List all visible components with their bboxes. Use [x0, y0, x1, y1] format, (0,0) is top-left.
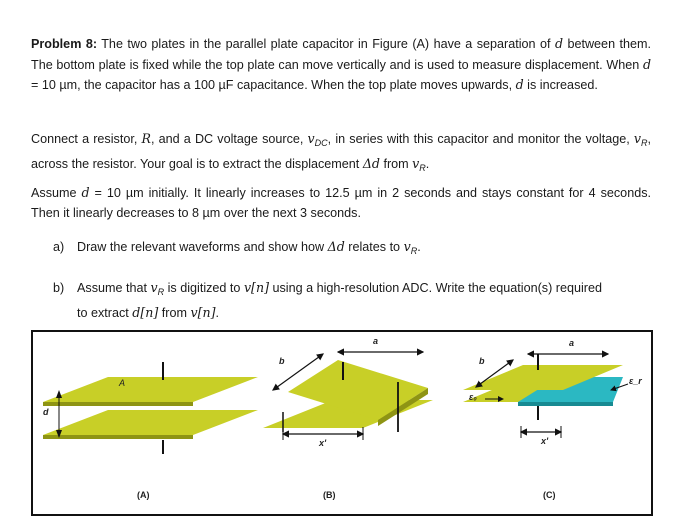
figure-a-area-label: A [119, 378, 126, 388]
figure-c-a-label: a [569, 338, 575, 348]
figure-a-bottom-plate [43, 410, 258, 439]
figure-c-eps0-label: ε₀ [469, 392, 477, 402]
problem-label: Problem 8: [31, 37, 98, 51]
capacitor-figure [31, 330, 653, 516]
figure-b-x-label: x' [319, 438, 327, 448]
figure-caption-a: (A) [137, 490, 150, 500]
figure-a-d-label: d [43, 407, 49, 417]
capacitor-figure-drawing [33, 332, 651, 514]
problem-assume-paragraph: Assume d = 10 µm initially. It linearly increases to 12.5 µm in 2 seconds and stays constant for 4 seconds. Then it linearly decreases to 8 µm over the next 3 seconds. [31, 185, 651, 220]
figure-c-epsr-label: ε_r [629, 376, 642, 386]
figure-c-b-label: b [479, 356, 485, 366]
problem-intro-paragraph: Problem 8: The two plates in the parallel plate capacitor in Figure (A) have a separation of d between them. The bottom plate is fixed while the top plate can move vertically and is used to measure displacement. When d = 10 µm, the capacitor has a 100 µF capacitance. When the top plate moves upwards, d is increased. [31, 36, 652, 93]
figure-c-x-label: x' [541, 436, 549, 446]
part-b: b) Assume that $v_R$ is digitized to v[n] using a high-resolution ADC. Write the equation(s) required to extract d[n] from v[n]. [53, 280, 602, 320]
problem-connect-paragraph: Connect a resistor, R, and a DC voltage source, $v_{DC}$, in series with this capacitor and monitor the voltage, $v_R$, across the resistor. Your goal is to extract the displacement Δd from $v_R$. [31, 131, 652, 173]
part-a: a) Draw the relevant waveforms and show how Δd relates to $v_R$. [53, 239, 421, 256]
part-a-label: a) [53, 240, 65, 254]
part-b-label: b) [53, 281, 65, 295]
figure-caption-c: (C) [543, 490, 556, 500]
figure-a-top-plate [43, 362, 258, 454]
figure-b-a-label: a [373, 336, 379, 346]
figure-caption-b: (B) [323, 490, 336, 500]
figure-b-b-label: b [279, 356, 285, 366]
